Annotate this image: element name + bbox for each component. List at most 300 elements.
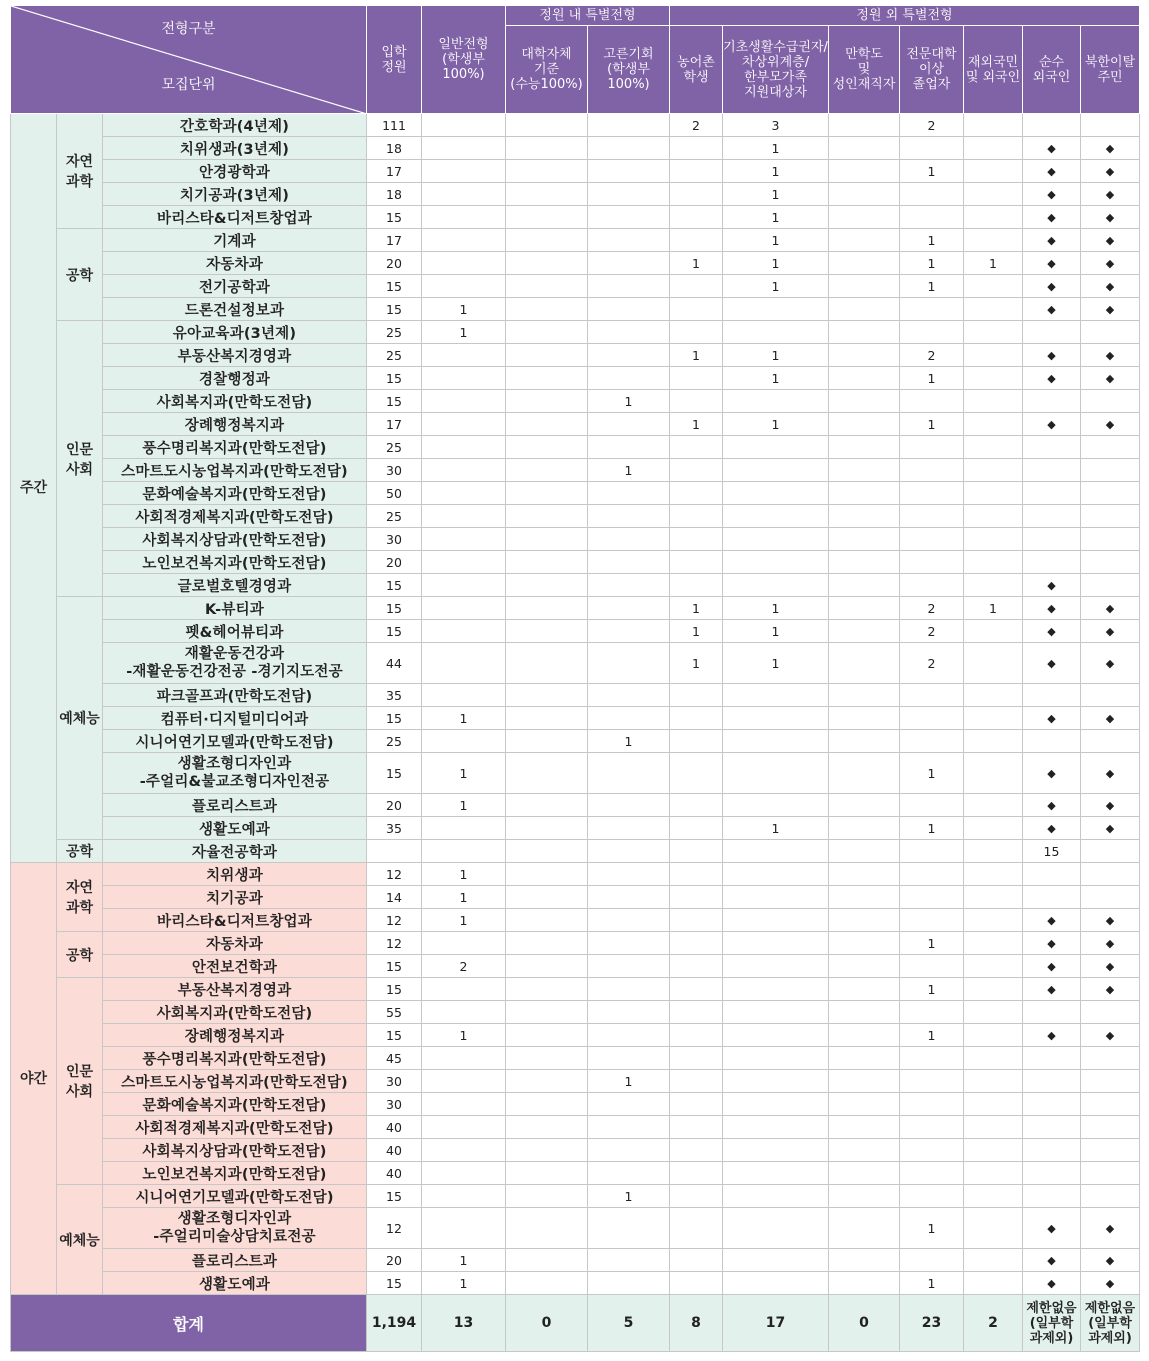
foreign-cell: ◆	[1023, 620, 1081, 643]
table-row	[11, 114, 1140, 137]
department-name: 치위생과(3년제)	[103, 137, 367, 160]
department-name: 치위생과	[103, 863, 367, 886]
foreign-cell	[1023, 321, 1081, 344]
general-cell	[422, 160, 506, 183]
college-cell	[900, 390, 964, 413]
basic-cell: 1	[723, 817, 829, 840]
general-cell: 1	[422, 707, 506, 730]
overseas-cell	[964, 1001, 1023, 1024]
univ-cell	[506, 863, 588, 886]
rural-cell	[670, 817, 723, 840]
north-korean-defector-header: 북한이탈 주민	[1081, 26, 1140, 114]
basic-cell	[723, 505, 829, 528]
quota-cell: 15	[367, 707, 422, 730]
basic-cell	[723, 390, 829, 413]
overseas-cell	[964, 137, 1023, 160]
basic-cell	[723, 1185, 829, 1208]
table-row	[11, 436, 1140, 459]
general-cell: 1	[422, 298, 506, 321]
rural-cell: 1	[670, 620, 723, 643]
adult-cell	[829, 528, 900, 551]
department-name: 바리스타&디저트창업과	[103, 909, 367, 932]
college-cell	[900, 863, 964, 886]
equal-cell	[588, 1208, 670, 1249]
college-cell	[900, 840, 964, 863]
quota-cell: 20	[367, 1249, 422, 1272]
total-college-cell: 23	[900, 1295, 964, 1352]
foreign-cell: ◆	[1023, 1272, 1081, 1295]
equal-cell	[588, 344, 670, 367]
adult-cell	[829, 1070, 900, 1093]
adult-cell	[829, 753, 900, 794]
univ-cell	[506, 114, 588, 137]
univ-cell	[506, 505, 588, 528]
department-name: 자동차과	[103, 252, 367, 275]
college-cell: 1	[900, 275, 964, 298]
overseas-cell	[964, 730, 1023, 753]
overseas-cell	[964, 229, 1023, 252]
basic-cell	[723, 436, 829, 459]
total-univ-cell: 0	[506, 1295, 588, 1352]
overseas-cell	[964, 413, 1023, 436]
college-cell	[900, 137, 964, 160]
adult-cell	[829, 597, 900, 620]
college-cell	[900, 505, 964, 528]
foreign-cell: ◆	[1023, 1249, 1081, 1272]
rural-cell	[670, 1208, 723, 1249]
rural-cell	[670, 840, 723, 863]
table-row	[11, 817, 1140, 840]
equal-cell	[588, 753, 670, 794]
basic-cell	[723, 574, 829, 597]
quota-cell: 50	[367, 482, 422, 505]
quota-cell: 40	[367, 1139, 422, 1162]
admission-quota-table-wrapper	[10, 5, 1140, 1352]
rural-cell	[670, 730, 723, 753]
department-name: 펫&헤어뷰티과	[103, 620, 367, 643]
foreign-header: 순수 외국인	[1023, 26, 1081, 114]
overseas-cell	[964, 275, 1023, 298]
rural-cell: 1	[670, 344, 723, 367]
equal-cell	[588, 551, 670, 574]
nk-cell	[1081, 1070, 1140, 1093]
rural-cell	[670, 275, 723, 298]
adult-learner-header: 만학도 및 성인재직자	[829, 26, 900, 114]
overseas-cell	[964, 1249, 1023, 1272]
adult-cell	[829, 730, 900, 753]
adult-cell	[829, 298, 900, 321]
department-name: 문화예술복지과(만학도전담)	[103, 1093, 367, 1116]
college-cell: 1	[900, 753, 964, 794]
foreign-cell	[1023, 1001, 1081, 1024]
rural-cell	[670, 1093, 723, 1116]
overseas-cell	[964, 794, 1023, 817]
college-cell: 2	[900, 597, 964, 620]
general-cell: 1	[422, 794, 506, 817]
general-cell	[422, 459, 506, 482]
nk-cell: ◆	[1081, 252, 1140, 275]
department-name: 자동차과	[103, 932, 367, 955]
department-name: 사회복지과(만학도전담)	[103, 390, 367, 413]
quota-cell: 40	[367, 1116, 422, 1139]
nk-cell: ◆	[1081, 229, 1140, 252]
table-row	[11, 863, 1140, 886]
overseas-header: 재외국민 및 외국인	[964, 26, 1023, 114]
univ-cell	[506, 344, 588, 367]
college-cell: 1	[900, 978, 964, 1001]
table-row	[11, 707, 1140, 730]
table-row	[11, 505, 1140, 528]
adult-cell	[829, 183, 900, 206]
college-cell: 1	[900, 932, 964, 955]
table-row	[11, 886, 1140, 909]
adult-cell	[829, 574, 900, 597]
equal-cell: 1	[588, 459, 670, 482]
foreign-cell	[1023, 1116, 1081, 1139]
basic-cell: 1	[723, 206, 829, 229]
rural-cell	[670, 1024, 723, 1047]
univ-cell	[506, 1116, 588, 1139]
equal-cell	[588, 886, 670, 909]
department-name: 바리스타&디저트창업과	[103, 206, 367, 229]
rural-cell	[670, 707, 723, 730]
department-name: 사회복지과(만학도전담)	[103, 1001, 367, 1024]
department-name: 유아교육과(3년제)	[103, 321, 367, 344]
foreign-cell: ◆	[1023, 137, 1081, 160]
quota-cell: 111	[367, 114, 422, 137]
foreign-cell: ◆	[1023, 413, 1081, 436]
department-name: 생활조형디자인과 -주얼리&불교조형디자인전공	[103, 753, 367, 794]
overseas-cell	[964, 1162, 1023, 1185]
quota-cell: 45	[367, 1047, 422, 1070]
overseas-cell	[964, 551, 1023, 574]
total-equal-cell: 5	[588, 1295, 670, 1352]
overseas-cell	[964, 886, 1023, 909]
table-row	[11, 344, 1140, 367]
rural-cell	[670, 528, 723, 551]
group-label: 인문 사회	[57, 978, 103, 1185]
nk-cell: ◆	[1081, 344, 1140, 367]
department-name: 컴퓨터·디지털미디어과	[103, 707, 367, 730]
basic-cell: 1	[723, 643, 829, 684]
adult-cell	[829, 817, 900, 840]
total-adult-cell: 0	[829, 1295, 900, 1352]
college-cell	[900, 1139, 964, 1162]
basic-cell	[723, 730, 829, 753]
univ-cell	[506, 413, 588, 436]
univ-cell	[506, 528, 588, 551]
foreign-cell	[1023, 1185, 1081, 1208]
nk-cell: ◆	[1081, 620, 1140, 643]
basic-cell	[723, 1139, 829, 1162]
equal-cell	[588, 252, 670, 275]
equal-cell: 1	[588, 1070, 670, 1093]
basic-cell	[723, 1208, 829, 1249]
general-cell: 1	[422, 1272, 506, 1295]
nk-cell: ◆	[1081, 817, 1140, 840]
rural-cell	[670, 459, 723, 482]
equal-cell	[588, 817, 670, 840]
college-cell: 1	[900, 160, 964, 183]
nk-cell: ◆	[1081, 794, 1140, 817]
quota-cell: 15	[367, 390, 422, 413]
rural-cell	[670, 206, 723, 229]
department-name: 생활도예과	[103, 817, 367, 840]
univ-cell	[506, 955, 588, 978]
overseas-cell	[964, 1093, 1023, 1116]
quota-cell	[367, 840, 422, 863]
total-basic-cell: 17	[723, 1295, 829, 1352]
department-name: 부동산복지경영과	[103, 978, 367, 1001]
quota-cell: 15	[367, 367, 422, 390]
department-name: 드론건설정보과	[103, 298, 367, 321]
general-cell: 1	[422, 863, 506, 886]
foreign-cell	[1023, 505, 1081, 528]
overseas-cell	[964, 620, 1023, 643]
general-cell: 1	[422, 753, 506, 794]
general-cell	[422, 114, 506, 137]
foreign-cell: ◆	[1023, 298, 1081, 321]
department-name: 스마트도시농업복지과(만학도전담)	[103, 1070, 367, 1093]
department-name: 풍수명리복지과(만학도전담)	[103, 1047, 367, 1070]
univ-cell	[506, 1093, 588, 1116]
table-row	[11, 932, 1140, 955]
univ-header: 대학자체 기준 (수능100%)	[506, 26, 588, 114]
department-name: 치기공과(3년제)	[103, 183, 367, 206]
adult-cell	[829, 275, 900, 298]
unit-header: 모집단위	[161, 77, 216, 93]
quota-cell: 25	[367, 321, 422, 344]
nk-cell	[1081, 863, 1140, 886]
rural-cell: 1	[670, 252, 723, 275]
univ-cell	[506, 597, 588, 620]
college-cell: 2	[900, 344, 964, 367]
nk-cell: ◆	[1081, 137, 1140, 160]
equal-cell	[588, 482, 670, 505]
adult-cell	[829, 840, 900, 863]
overseas-cell	[964, 528, 1023, 551]
department-name: 노인보건복지과(만학도전담)	[103, 551, 367, 574]
rural-cell	[670, 574, 723, 597]
table-row	[11, 730, 1140, 753]
foreign-cell	[1023, 390, 1081, 413]
rural-cell: 1	[670, 643, 723, 684]
general-cell: 1	[422, 321, 506, 344]
rural-cell	[670, 1139, 723, 1162]
group-label: 예체능	[57, 597, 103, 840]
equal-cell	[588, 436, 670, 459]
overseas-cell	[964, 298, 1023, 321]
equal-cell	[588, 1249, 670, 1272]
general-cell	[422, 730, 506, 753]
equal-cell	[588, 794, 670, 817]
table-row	[11, 229, 1140, 252]
quota-cell: 20	[367, 252, 422, 275]
general-cell: 1	[422, 886, 506, 909]
quota-cell: 15	[367, 955, 422, 978]
equal-cell: 1	[588, 1185, 670, 1208]
foreign-cell	[1023, 114, 1081, 137]
equal-cell	[588, 1047, 670, 1070]
quota-cell: 15	[367, 1185, 422, 1208]
univ-cell	[506, 978, 588, 1001]
table-row	[11, 183, 1140, 206]
college-cell	[900, 1093, 964, 1116]
nk-cell: ◆	[1081, 753, 1140, 794]
univ-cell	[506, 436, 588, 459]
basic-cell: 1	[723, 413, 829, 436]
nk-cell	[1081, 684, 1140, 707]
table-row	[11, 753, 1140, 794]
table-row	[11, 482, 1140, 505]
general-cell: 1	[422, 1249, 506, 1272]
rural-cell	[670, 1272, 723, 1295]
table-row	[11, 298, 1140, 321]
adult-cell	[829, 1024, 900, 1047]
univ-cell	[506, 574, 588, 597]
college-cell: 2	[900, 643, 964, 684]
general-cell	[422, 137, 506, 160]
rural-cell	[670, 753, 723, 794]
nk-cell: ◆	[1081, 1024, 1140, 1047]
basic-cell: 1	[723, 252, 829, 275]
equal-cell	[588, 1001, 670, 1024]
nk-cell	[1081, 1116, 1140, 1139]
nk-cell: ◆	[1081, 1208, 1140, 1249]
equal-cell	[588, 1272, 670, 1295]
department-name: 글로벌호텔경영과	[103, 574, 367, 597]
department-name: 노인보건복지과(만학도전담)	[103, 1162, 367, 1185]
college-cell	[900, 886, 964, 909]
univ-cell	[506, 817, 588, 840]
overseas-cell	[964, 114, 1023, 137]
foreign-cell	[1023, 551, 1081, 574]
table-row	[11, 275, 1140, 298]
adult-cell	[829, 551, 900, 574]
college-cell	[900, 183, 964, 206]
basic-cell	[723, 978, 829, 1001]
nk-cell: ◆	[1081, 909, 1140, 932]
foreign-cell: ◆	[1023, 344, 1081, 367]
nk-cell: ◆	[1081, 367, 1140, 390]
nk-cell	[1081, 390, 1140, 413]
basic-cell: 1	[723, 137, 829, 160]
college-cell: 2	[900, 114, 964, 137]
overseas-cell	[964, 1185, 1023, 1208]
general-cell	[422, 1139, 506, 1162]
basic-cell	[723, 459, 829, 482]
equal-cell	[588, 367, 670, 390]
table-row	[11, 1272, 1140, 1295]
general-cell	[422, 206, 506, 229]
adult-cell	[829, 684, 900, 707]
department-name: 전기공학과	[103, 275, 367, 298]
nk-cell	[1081, 886, 1140, 909]
univ-cell	[506, 1185, 588, 1208]
foreign-cell	[1023, 436, 1081, 459]
equal-cell	[588, 643, 670, 684]
nk-cell: ◆	[1081, 955, 1140, 978]
group-label: 공학	[57, 932, 103, 978]
general-cell	[422, 436, 506, 459]
foreign-cell: ◆	[1023, 367, 1081, 390]
rural-cell	[670, 1001, 723, 1024]
quota-cell: 17	[367, 229, 422, 252]
adult-cell	[829, 978, 900, 1001]
quota-cell: 15	[367, 574, 422, 597]
overseas-cell	[964, 1116, 1023, 1139]
department-name: K-뷰티과	[103, 597, 367, 620]
nk-cell	[1081, 730, 1140, 753]
table-row	[11, 1001, 1140, 1024]
department-name: 사회적경제복지과(만학도전담)	[103, 1116, 367, 1139]
group-label: 예체능	[57, 1185, 103, 1295]
foreign-cell	[1023, 1162, 1081, 1185]
table-footer	[11, 1295, 1140, 1352]
rural-cell	[670, 1185, 723, 1208]
equal-cell	[588, 298, 670, 321]
department-name: 간호학과(4년제)	[103, 114, 367, 137]
basic-cell	[723, 794, 829, 817]
foreign-cell	[1023, 482, 1081, 505]
department-name: 문화예술복지과(만학도전담)	[103, 482, 367, 505]
adult-cell	[829, 955, 900, 978]
college-cell	[900, 436, 964, 459]
rural-cell	[670, 321, 723, 344]
rural-cell	[670, 160, 723, 183]
table-row	[11, 137, 1140, 160]
overseas-cell: 1	[964, 597, 1023, 620]
general-cell	[422, 597, 506, 620]
equal-cell	[588, 1093, 670, 1116]
overseas-cell	[964, 978, 1023, 1001]
rural-cell	[670, 505, 723, 528]
univ-cell	[506, 1162, 588, 1185]
department-name: 사회적경제복지과(만학도전담)	[103, 505, 367, 528]
general-cell	[422, 1070, 506, 1093]
univ-cell	[506, 730, 588, 753]
quota-cell: 30	[367, 1093, 422, 1116]
foreign-cell: ◆	[1023, 955, 1081, 978]
equal-cell	[588, 137, 670, 160]
nk-cell: ◆	[1081, 275, 1140, 298]
table-row	[11, 643, 1140, 684]
rural-cell	[670, 1249, 723, 1272]
college-cell	[900, 707, 964, 730]
general-cell	[422, 978, 506, 1001]
general-cell	[422, 1162, 506, 1185]
department-name: 치기공과	[103, 886, 367, 909]
table-row	[11, 1093, 1140, 1116]
basic-cell	[723, 955, 829, 978]
general-cell: 1	[422, 909, 506, 932]
adult-cell	[829, 229, 900, 252]
college-cell	[900, 1116, 964, 1139]
univ-cell	[506, 551, 588, 574]
foreign-cell: ◆	[1023, 229, 1081, 252]
overseas-cell	[964, 436, 1023, 459]
table-row	[11, 459, 1140, 482]
college-cell	[900, 482, 964, 505]
foreign-cell: ◆	[1023, 978, 1081, 1001]
basic-cell	[723, 1001, 829, 1024]
quota-cell: 15	[367, 298, 422, 321]
equal-cell	[588, 1024, 670, 1047]
adult-cell	[829, 643, 900, 684]
general-cell	[422, 620, 506, 643]
adult-cell	[829, 137, 900, 160]
department-name: 자율전공학과	[103, 840, 367, 863]
